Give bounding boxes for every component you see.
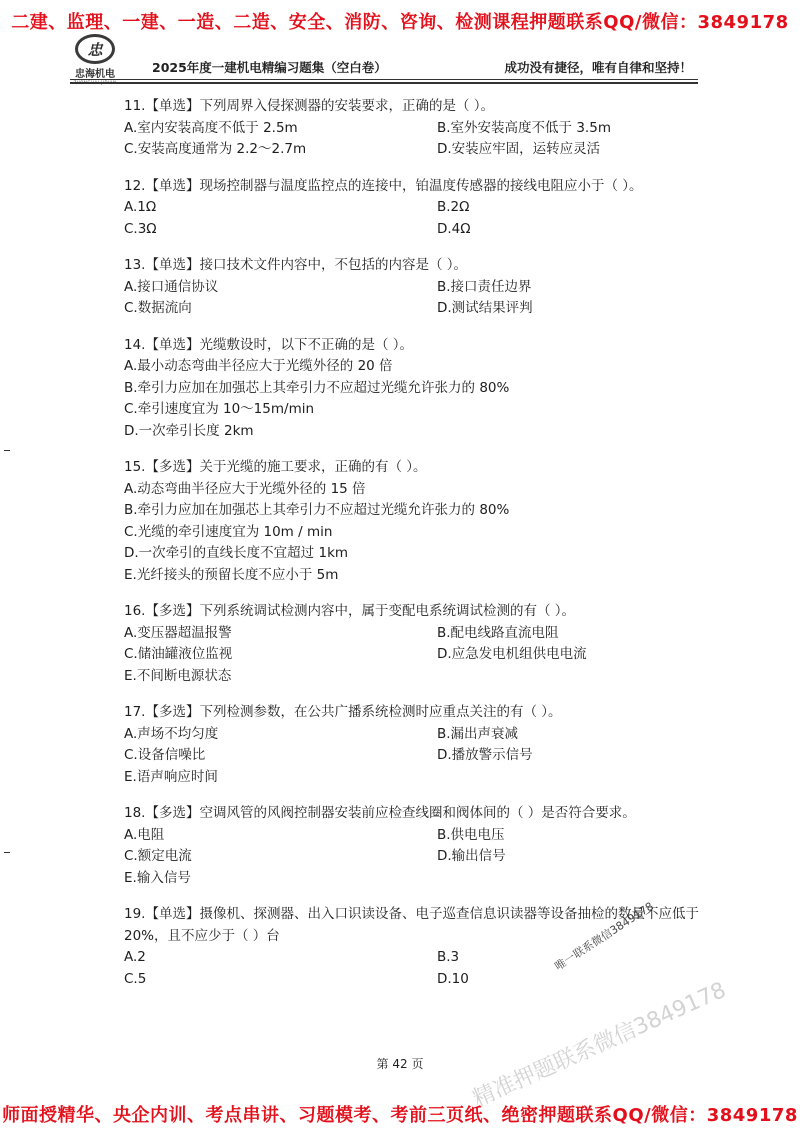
- option-d: D.应急发电机组供电电流: [437, 646, 587, 662]
- option-a: A.2: [124, 949, 146, 965]
- watermark-small: 唯一联系微信3849178: [552, 899, 656, 974]
- option-grid: [124, 197, 724, 240]
- option-e: E.光纤接头的预留长度不应小于 5m: [124, 566, 339, 583]
- publisher-logo: [72, 34, 118, 85]
- question-stem: 15.【多选】关于光缆的施工要求，正确的有（ ）。: [124, 459, 427, 475]
- question-13: [124, 255, 724, 320]
- question-stem: 16.【多选】下列系统调试检测内容中，属于变配电系统调试检测的有（ ）。: [124, 603, 576, 619]
- option-grid: [124, 623, 724, 688]
- option-c: C.5: [124, 970, 147, 987]
- option-a: A.变压器超温报警: [124, 624, 232, 641]
- option-b: B.漏出声衰减: [437, 725, 519, 742]
- option-a: A.1Ω: [124, 199, 157, 215]
- question-11: [124, 96, 724, 161]
- option-grid: [124, 277, 724, 320]
- option-d: D.一次牵引长度 2km: [124, 422, 254, 439]
- option-c: C.额定电流: [124, 848, 192, 864]
- option-c: C.牵引速度宜为 10～15m/min: [124, 401, 315, 417]
- question-18: [124, 803, 724, 889]
- option-grid: [124, 825, 724, 890]
- question-stem: 19.【单选】摄像机、探测器、出入口识读设备、电子巡查信息识读器等设备抽检的数量不应低于 20%，且不应少于（ ）台: [124, 906, 699, 944]
- option-d: D.10: [437, 970, 469, 987]
- option-b: B.室外安装高度不低于 3.5m: [437, 119, 611, 136]
- option-b: B.供电电压: [437, 826, 505, 843]
- logo-subtitle: ZHONGHAI JIDIAN: [73, 80, 117, 85]
- logo-mark: 忠: [75, 34, 115, 64]
- question-stem: 14.【单选】光缆敷设时，以下不正确的是（ ）。: [124, 336, 414, 353]
- option-a: A.接口通信协议: [124, 278, 219, 295]
- margin-tick: [4, 852, 10, 853]
- page-number: 第 42 页: [376, 1057, 424, 1071]
- option-d: D.一次牵引的直线长度不宜超过 1km: [124, 545, 349, 561]
- option-b: B.2Ω: [437, 199, 470, 215]
- question-stem: 11.【单选】下列周界入侵探测器的安装要求，正确的是（ ）。: [124, 98, 495, 114]
- option-list: [124, 356, 724, 442]
- option-c: C.储油罐液位监视: [124, 646, 233, 662]
- document-title: 2025年度一建机电精编习题集（空白卷）: [152, 60, 387, 75]
- header-rule-thick: [70, 82, 698, 84]
- option-c: C.设备信噪比: [124, 747, 206, 763]
- option-b: B.接口责任边界: [437, 278, 532, 295]
- question-list: [124, 96, 724, 1005]
- option-b: B.3: [437, 949, 460, 965]
- question-stem: 18.【多选】空调风管的风阀控制器安装前应检查线圈和阀体间的（ ）是否符合要求。: [124, 805, 636, 821]
- option-c: C.3Ω: [124, 220, 157, 237]
- option-d: D.播放警示信号: [437, 747, 533, 763]
- option-b: B.牵引力应加在加强芯上其牵引力不应超过光缆允许张力的 80%: [124, 379, 510, 396]
- question-12: [124, 176, 724, 241]
- margin-tick: [4, 450, 10, 451]
- option-grid: [124, 724, 724, 789]
- option-c: C.安装高度通常为 2.2～2.7m: [124, 141, 307, 157]
- option-d: D.输出信号: [437, 848, 506, 864]
- header-slogan: 成功没有捷径，唯有自律和坚持！: [504, 60, 692, 75]
- question-stem: 17.【多选】下列检测参数，在公共广播系统检测时应重点关注的有（ ）。: [124, 704, 562, 720]
- option-c: C.光缆的牵引速度宜为 10m / min: [124, 523, 333, 540]
- option-a: A.最小动态弯曲半径应大于光缆外径的 20 倍: [124, 358, 393, 374]
- option-grid: [124, 118, 724, 161]
- bottom-banner: 师面授精华、央企内训、考点串讲、习题模考、考前三页纸、绝密押题联系QQ/微信：3849178: [2, 1105, 798, 1126]
- top-banner: 二建、监理、一建、一造、二造、安全、消防、咨询、检测课程押题联系QQ/微信：3849178: [11, 12, 789, 33]
- option-a: A.电阻: [124, 826, 165, 843]
- option-e: E.语声响应时间: [124, 768, 218, 785]
- question-15: [124, 457, 724, 586]
- option-e: E.输入信号: [124, 869, 191, 886]
- question-14: [124, 335, 724, 443]
- option-d: D.测试结果评判: [437, 300, 533, 316]
- option-d: D.安装应牢固，运转应灵活: [437, 141, 601, 157]
- option-e: E.不间断电源状态: [124, 667, 232, 684]
- option-b: B.牵引力应加在加强芯上其牵引力不应超过光缆允许张力的 80%: [124, 502, 510, 518]
- option-list: [124, 479, 724, 587]
- option-d: D.4Ω: [437, 220, 471, 237]
- option-a: A.声场不均匀度: [124, 725, 219, 742]
- logo-name: 忠海机电: [75, 69, 115, 80]
- question-stem: 13.【单选】接口技术文件内容中，不包括的内容是（ ）。: [124, 257, 468, 273]
- header-rule: [70, 79, 698, 80]
- option-a: A.动态弯曲半径应大于光缆外径的 15 倍: [124, 480, 366, 497]
- watermark-large: 精准押题联系微信3849178: [469, 977, 730, 1113]
- question-16: [124, 601, 724, 687]
- option-b: B.配电线路直流电阻: [437, 624, 559, 641]
- question-17: [124, 702, 724, 788]
- option-c: C.数据流向: [124, 300, 192, 316]
- option-a: A.室内安装高度不低于 2.5m: [124, 119, 298, 136]
- option-grid: [124, 947, 724, 990]
- question-stem: 12.【单选】现场控制器与温度监控点的连接中，铂温度传感器的接线电阻应小于（ ）。: [124, 177, 643, 194]
